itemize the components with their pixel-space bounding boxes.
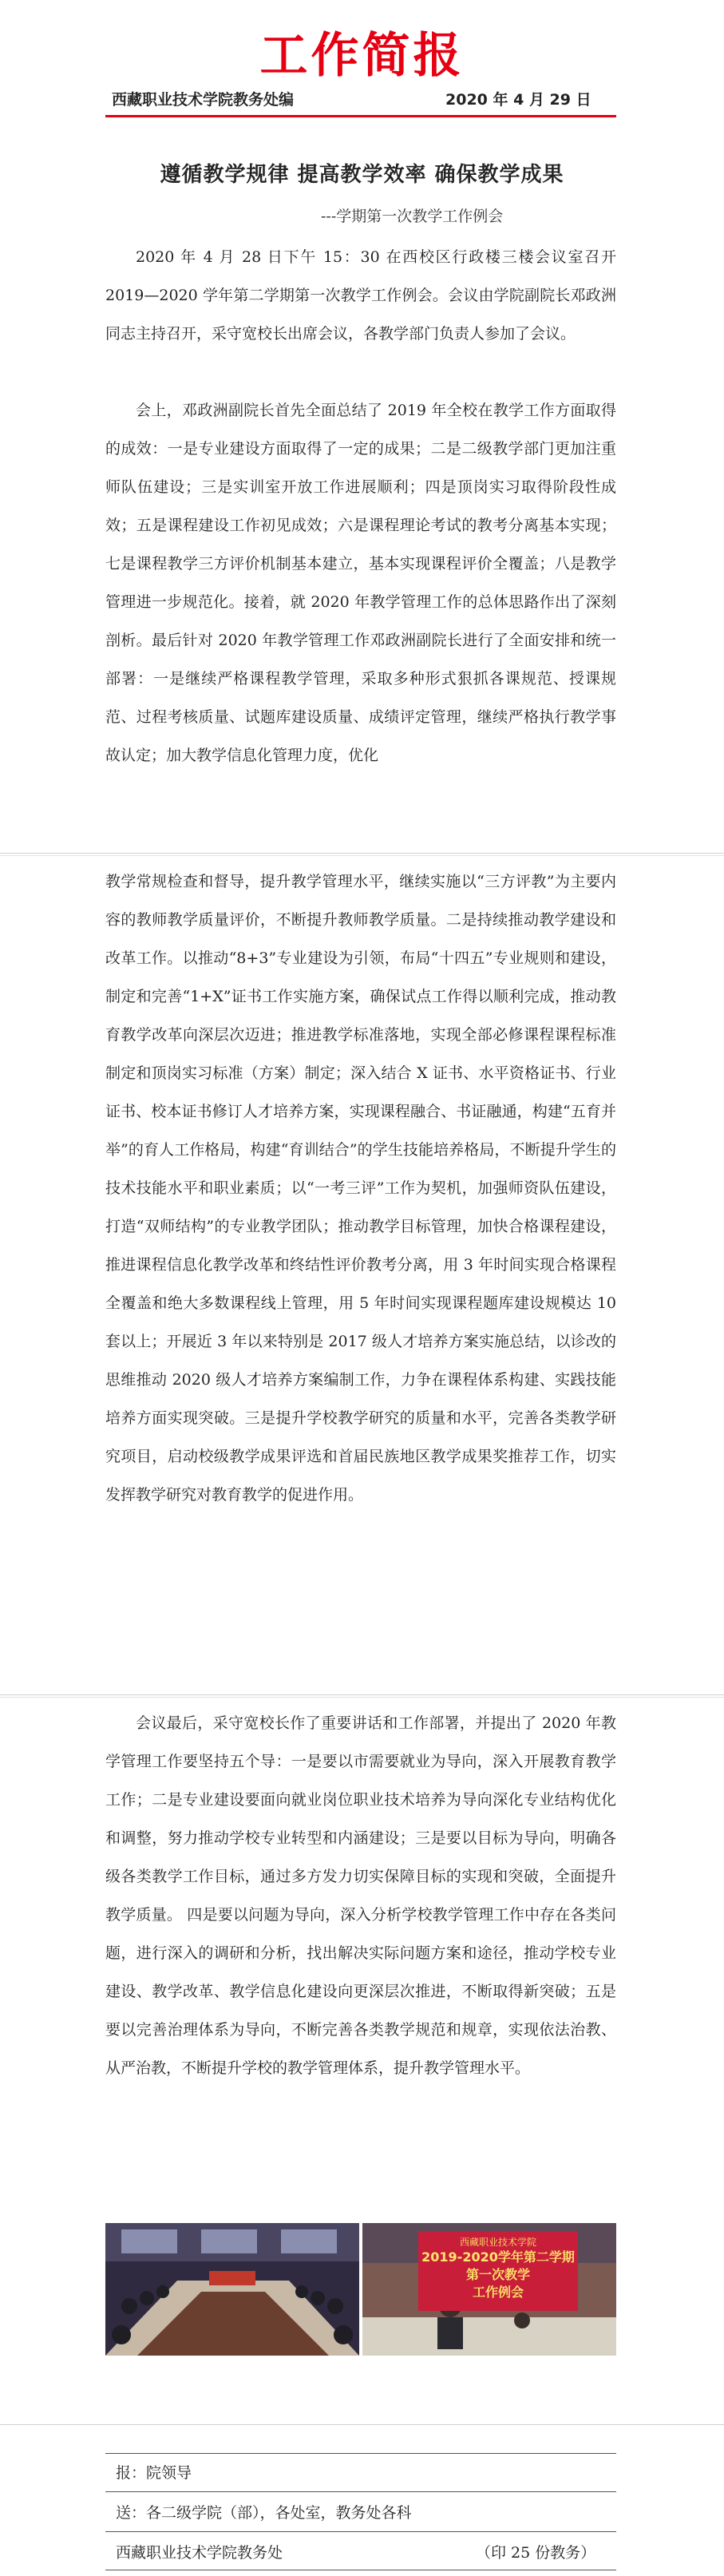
banner-school: 西藏职业技术学院 xyxy=(459,2237,536,2248)
page-break xyxy=(0,855,724,856)
send-to: 送：各二级学院（部），各处室，教务处各科 xyxy=(116,2504,412,2522)
issuer: 西藏职业技术学院教务处 xyxy=(116,2544,283,2562)
page-break xyxy=(0,853,724,854)
page-break xyxy=(0,1697,724,1698)
footer-rule xyxy=(105,2491,616,2492)
report-to: 报：院领导 xyxy=(116,2464,192,2482)
issuing-org: 西藏职业技术学院教务处编 xyxy=(112,91,295,109)
paragraph-3: 会议最后，采守宽校长作了重要讲话和工作部署，并提出了 2020 年教学管理工作要坚持五个导：一是要以市需要就业为导向，深入开展教育教学工作；二是专业建设要面向就业岗位职业技术培养为导向深化专业结构优化和调整，努力推动学校专业转型和内涵建设；三是要以目标为导向，明确各级各类教学工作目标，通过多方发力切实保障目标的实现和突破，全面提升教学质量。 四是要以问题为导向，深入分析学校教学管理工作中存在各类问题，进行深入的调研和分析，找出解决实际问题方案和途径，推动学校专业建设、教学改革、教学信息化建设向更深层次推进，不断取得新突破；五是要以完善治理体系为导向，不断完善各类教学规范和规章，实现依法治教、从严治教，不断提升学校的教学管理体系，提升教学管理水平。 xyxy=(105,1714,616,2077)
meeting-room-photo xyxy=(105,2223,359,2356)
page-break xyxy=(0,2424,724,2425)
footer-rule xyxy=(105,2531,616,2532)
issue-date: 2020 年 4 月 29 日 xyxy=(445,91,591,109)
article-subtitle: ---学期第一次教学工作例会 xyxy=(321,208,504,225)
meeting-photos xyxy=(105,2223,616,2356)
footer-rule xyxy=(105,2453,616,2454)
paragraph-2: 会上，邓政洲副院长首先全面总结了 2019 年全校在教学工作方面取得的成效：一是专业建设方面取得了一定的成果；二是二级教学部门更加注重师队伍建设；三是实训室开放工作进展顺利；四是顶岗实习取得阶段性成效；五是课程建设工作初见成效；六是课程理论考试的教考分离基本实现；七是课程教学三方评价机制基本建立，基本实现课程评价全覆盖；八是教学管理进一步规范化。接着，就 2020 年教学管理工作的总体思路作出了深刻剖析。最后针对 2020 年教学管理工作邓政洲副院长进行了全面安排和统一部署：一是继续严格课程教学管理，采取多种形式狠抓各课规范、授课规范、过程考核质量、试题库建设质量、成绩评定管理，继续严格执行教学事故认定；加大教学信息化管理力度，优化 xyxy=(105,402,616,764)
meeting-banner xyxy=(418,2231,578,2311)
page-break xyxy=(0,1694,724,1695)
red-divider xyxy=(105,115,616,117)
print-copies: （印 25 份教务） xyxy=(476,2544,596,2562)
paragraph-2-continued: 教学常规检查和督导，提升教学管理水平，继续实施以“三方评教”为主要内容的教师教学质量评价，不断提升教师教学质量。二是持续推动教学建设和改革工作。以推动“8+3”专业建设为引领，布局“十四五”专业规则和建设，制定和完善“1+X”证书工作实施方案，确保试点工作得以顺利完成，推动教育教学改革向深层次迈进；推进教学标准落地，实现全部必修课程课程标准制定和顶岗实习标准（方案）制定；深入结合 X 证书、水平资格证书、行业证书、校本证书修订人才培养方案，实现课程融合、书证融通，构建“五育并举”的育人工作格局，构建“育训结合”的学生技能培养格局，不断提升学生的技术技能水平和职业素质；以“一考三评”工作为契机，加强师资队伍建设，打造“双师结构”的专业教学团队；推动教学目标管理，加快合格课程建设，推进课程信息化教学改革和终结性评价教考分离，用 3 年时间实现合格课程全覆盖和绝大多数课程线上管理，用 5 年时间实现课程题库建设规模达 10 套以上；开展近 3 年以来特别是 2017 级人才培养方案实施总结，以诊改的思维推动 2020 级人才培养方案编制工作，力争在课程体系构建、实践技能培养方面实现突破。三是提升学校教学研究的质量和水平，完善各类教学研究项目，启动校级教学成果评选和首届民族地区教学成果奖推荐工作，切实发挥教学研究对教育教学的促进作用。 xyxy=(105,873,616,1504)
article-title: 遵循教学规律 提高教学效率 确保教学成果 xyxy=(160,163,564,187)
paragraph-1: 2020 年 4 月 28 日下午 15：30 在西校区行政楼三楼会议室召开 2019—2020 学年第二学期第一次教学工作例会。会议由学院副院长邓政洲同志主持召开，采守宽校长出席会议，各教学部门负责人参加了会议。 xyxy=(105,248,616,343)
banner-meeting-1: 第一次教学 xyxy=(465,2267,530,2282)
banner-term: 2019-2020学年第二学期 xyxy=(421,2249,575,2265)
bulletin-title: 工作简报 xyxy=(259,28,465,84)
banner-meeting-2: 工作例会 xyxy=(472,2285,524,2300)
speaker-photo xyxy=(362,2223,616,2356)
